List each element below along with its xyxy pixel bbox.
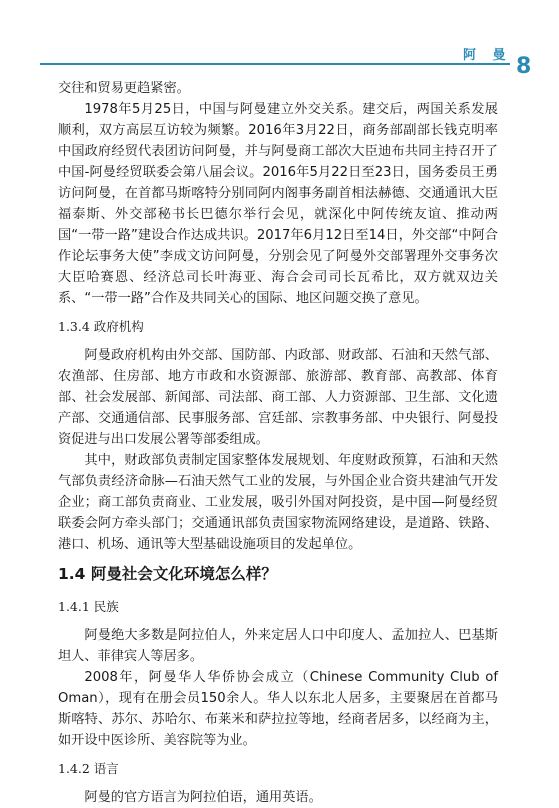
section-heading-1-4: 1.4 阿曼社会文化环境怎么样？ bbox=[58, 565, 277, 583]
section-heading-1-4-1: 1.4.1 民族 bbox=[58, 599, 119, 614]
page-number: 8 bbox=[516, 54, 532, 79]
page-body bbox=[58, 78, 498, 808]
paragraph: 其中，财政部负责制定国家整体发展规划、年度财政预算，石油和天然气部负责经济命脉—石油天然气工业的发展，与外国企业合资共建油气开发企业；商工部负责商业、工业发展，吸引外国对阿投资，是中国—阿曼经贸联委会阿方牵头部门；交通通讯部负责国家物流网络建设，是道路、铁路、港口、机场、通讯等大型基础设施项目的发起单位。 bbox=[58, 453, 498, 552]
header-rule bbox=[40, 63, 510, 65]
paragraph: 阿曼的官方语言为阿拉伯语，通用英语。 bbox=[84, 790, 322, 805]
section-heading-1-4-2: 1.4.2 语言 bbox=[58, 761, 119, 776]
paragraph: 2008年，阿曼华人华侨协会成立（Chinese Community Club of Oman），现有在册会员150余人。华人以东北人居多，主要聚居在首都马斯喀特、苏尔、苏哈尔、布莱米和萨拉拉等地，经商者居多，以经商为主，如开设中医诊所、美容院等为业。 bbox=[58, 670, 498, 748]
paragraph: 阿曼政府机构由外交部、国防部、内政部、财政部、石油和天然气部、农渔部、住房部、地方市政和水资源部、旅游部、教育部、高教部、体育部、社会发展部、新闻部、司法部、商工部、人力资源部、卫生部、文化遗产部、交通通信部、民事服务部、宫廷部、宗教事务部、中央银行、阿曼投资促进与出口发展公署等部委组成。 bbox=[58, 348, 498, 447]
paragraph: 阿曼绝大多数是阿拉伯人，外来定居人口中印度人、孟加拉人、巴基斯坦人、菲律宾人等居多。 bbox=[58, 628, 498, 664]
running-header-title: 阿 曼 bbox=[463, 48, 512, 63]
section-heading-1-3-4: 1.3.4 政府机构 bbox=[58, 319, 144, 334]
paragraph: 交往和贸易更趋紧密。 bbox=[58, 81, 190, 96]
paragraph: 1978年5月25日，中国与阿曼建立外交关系。建交后，两国关系发展顺利，双方高层互访较为频繁。2016年3月22日，商务部副部长钱克明率中国政府经贸代表团访问阿曼，并与阿曼商工部次大臣迪布共同主持召开了中国-阿曼经贸联委会第八届会议。2016年5月22日至23日，国务委员王勇访问阿曼，在首都马斯喀特分别同阿内阁事务副首相法赫德、交通通讯大臣福泰斯、外交部秘书长巴德尔举行会见，就深化中阿传统友谊、推动两国“一带一路”建设合作达成共识。2017年6月12日至14日，外交部“中阿合作论坛事务大使”李成文访问阿曼，分别会见了阿曼外交部署理外交事务次大臣哈赛恩、经济总司长叶海亚、海合会司司长瓦希比，双方就双边关系、“一带一路”合作及共同关心的国际、地区问题交换了意见。 bbox=[58, 102, 498, 306]
